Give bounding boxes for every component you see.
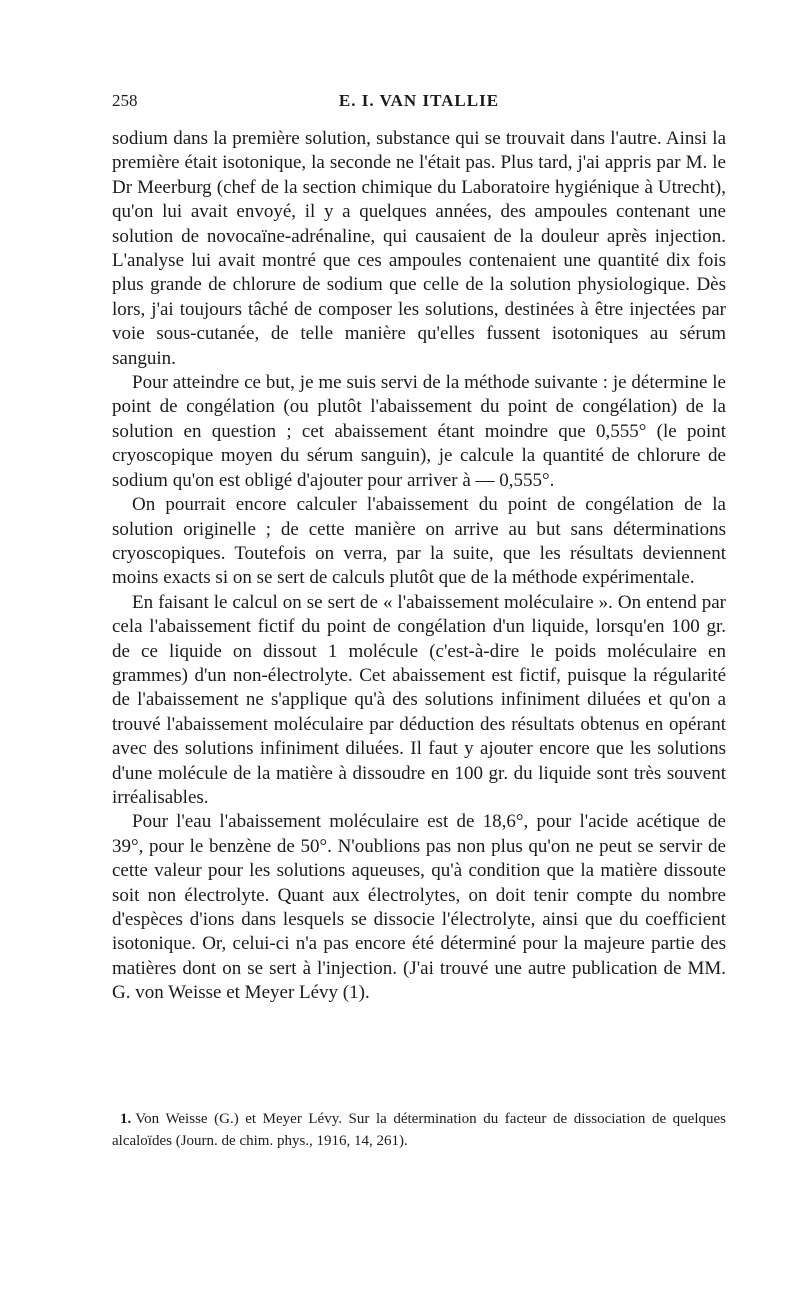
page-header — [112, 91, 726, 115]
footnote — [112, 1108, 726, 1152]
page-number: 258 — [112, 91, 138, 110]
running-head: E. I. VAN ITALLIE — [338, 91, 500, 110]
paragraph-5: Pour l'eau l'abaissement moléculaire est de 18,6°, pour l'acide acétique de 39°, pour le benzène de 50°. N'oublions pas non plus qu'on ne peut se servir de cette valeur pour les solutions aqueuses, qu'à condition que la matière dissoute soit non électrolyte. Quant aux électrolytes, on doit tenir compte du nombre d'espèces d'ions dans lesquels se dissocie l'électrolyte, ainsi que du coefficient isotonique. Or, celui-ci n'a pas encore été déterminé pour la majeure partie des matières dont on se sert à l'injection. (J'ai trouvé une autre publication de MM. G. von Weisse et Meyer Lévy (1). — [112, 811, 726, 1004]
footnote-number: 1. — [120, 1111, 132, 1127]
paragraph-3: On pourrait encore calculer l'abaissement du point de congélation de la solution originelle ; de cette manière on arrive au but sans déterminations cryoscopiques. Toutefois on verra, par la suite, que les résultats deviennent moins exacts si on se sert de calculs plutôt que de la méthode expérimentale. — [112, 494, 726, 589]
body-text — [112, 127, 726, 1006]
footnote-text: Von Weisse (G.) et Meyer Lévy. Sur la détermination du facteur de dissociation de quelques alcaloïdes (Journ. de chim. phys., 1916, 14, 261). — [112, 1111, 726, 1149]
paragraph-1: sodium dans la première solution, substance qui se trouvait dans l'autre. Ainsi la première était isotonique, la seconde ne l'était pas. Plus tard, j'ai appris par M. le Dr Meerburg (chef de la section chimique du Laboratoire hygiénique à Utrecht), qu'on lui avait envoyé, il y a quelques années, des ampoules contenant une solution de novocaïne-adrénaline, qui causaient de la douleur après injection. L'analyse lui avait montré que ces ampoules contenaient une quantité dix fois plus grande de chlorure de sodium que celle de la solution physiologique. Dès lors, j'ai toujours tâché de composer les solutions, destinées à être injectées par voie sous-cutanée, de telle manière qu'elles fussent isotoniques au sérum sanguin. — [112, 128, 726, 369]
paragraph-4: En faisant le calcul on se sert de « l'abaissement moléculaire ». On entend par cela l'abaissement fictif du point de congélation d'un liquide, lorsqu'en 100 gr. de ce liquide on dissout 1 molécule (c'est-à-dire le poids moléculaire en grammes) d'un non-électrolyte. Cet abaissement est fictif, puisque la régularité de l'abaissement ne s'applique qu'à des solutions infiniment diluées et qu'on a trouvé l'abaissement moléculaire par déduction des résultats obtenus en opérant avec des solutions infiniment diluées. Il faut y ajouter encore que les solutions d'une molécule de la matière à dissoudre en 100 gr. du liquide sont très souvent irréalisables. — [112, 591, 726, 808]
paragraph-2: Pour atteindre ce but, je me suis servi de la méthode suivante : je détermine le point de congélation (ou plutôt l'abaissement du point de congélation) de la solution en question ; cet abaissement étant moindre que 0,555° (le point cryoscopique moyen du sérum sanguin), je calcule la quantité de chlorure de sodium qu'on est obligé d'ajouter pour arriver à — 0,555°. — [112, 372, 726, 491]
